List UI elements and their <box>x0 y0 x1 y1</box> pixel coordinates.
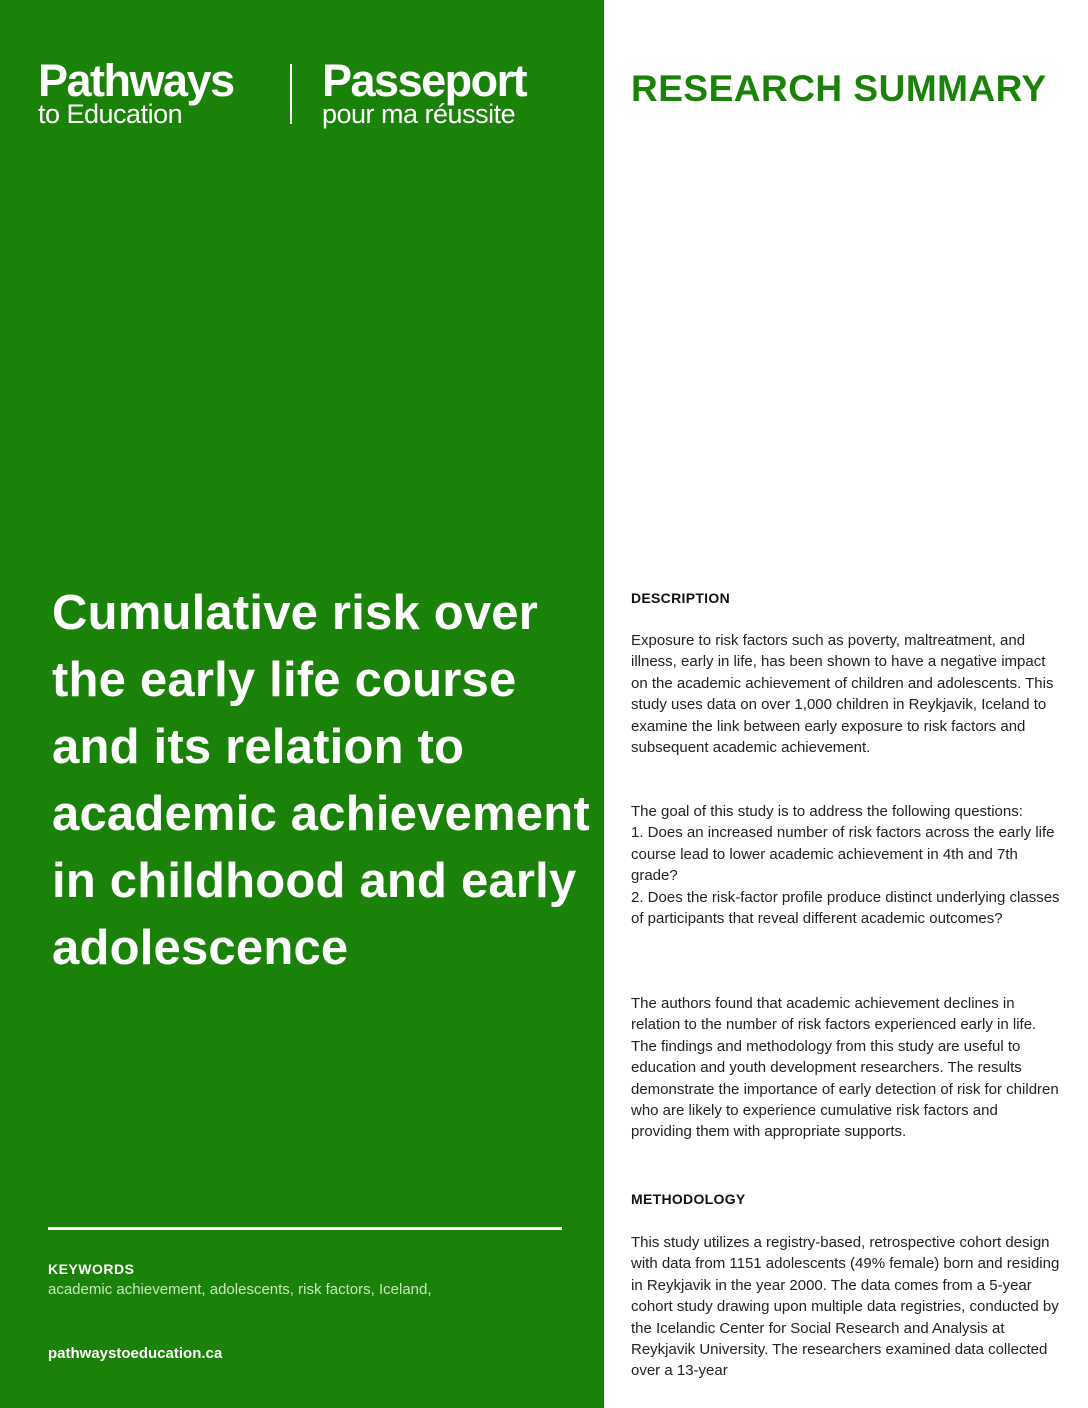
description-paragraph-2: The goal of this study is to address the following questions: <box>631 803 1023 820</box>
logo-english-name: Pathways <box>38 55 234 106</box>
description-paragraph-3: The authors found that academic achievement declines in relation to the number of risk factors experienced early in life. The findings and methodology from this study are useful to education and youth development researchers. The results demonstrate the importance of early detection of risk for children who are likely to experience cumulative risk factors and providing them with appropriate supports. <box>631 995 1059 1141</box>
research-questions <box>631 801 1061 929</box>
research-question-2: 2. Does the risk-factor profile produce distinct underlying classes of participants that reveal different academic outcomes? <box>631 888 1060 928</box>
description-section <box>631 590 1061 606</box>
description-heading: DESCRIPTION <box>631 590 730 606</box>
website-link[interactable]: pathwaystoeducation.ca <box>48 1345 223 1362</box>
document-type-label: RESEARCH SUMMARY <box>631 68 1047 109</box>
logo-french-subtitle: pour ma réussite <box>322 99 516 129</box>
logo-english-subtitle: to Education <box>38 99 183 129</box>
methodology-paragraph-1: This study utilizes a registry-based, retrospective cohort design with data from 1151 adolescents (49% female) born and residing in Reykjavik in the year 2000. The data comes from a 5-year cohort study drawing upon multiple data registries, conducted by the Icelandic Center for Social Research and Analysis at Reykjavik University. The researchers examined data collected over a 13-year <box>631 1234 1060 1380</box>
keywords-divider <box>48 1227 562 1230</box>
logo-french-name: Passeport <box>322 55 527 106</box>
methodology-body <box>631 1232 1061 1382</box>
methodology-section <box>631 1191 1061 1207</box>
logo-divider <box>290 64 292 124</box>
keywords-heading: KEYWORDS <box>48 1261 135 1277</box>
document-title: Cumulative risk over the early life course and its relation to academic achievement in childhood and early adolescence <box>52 586 590 975</box>
findings-body <box>631 993 1061 1143</box>
methodology-heading: METHODOLOGY <box>631 1191 746 1207</box>
description-paragraph-1: Exposure to risk factors such as poverty, maltreatment, and illness, early in life, has been shown to have a negative impact on the academic achievement of children and adolescents. This study uses data on over 1,000 children in Reykjavik, Iceland to examine the link between early exposure to risk factors and subsequent academic achievement. <box>631 632 1054 757</box>
description-body <box>631 630 1061 758</box>
research-question-1: 1. Does an increased number of risk factors across the early life course lead to lower academic achievement in 4th and 7th grade? <box>631 824 1055 885</box>
keywords-list: academic achievement, adolescents, risk factors, Iceland, <box>48 1281 432 1298</box>
